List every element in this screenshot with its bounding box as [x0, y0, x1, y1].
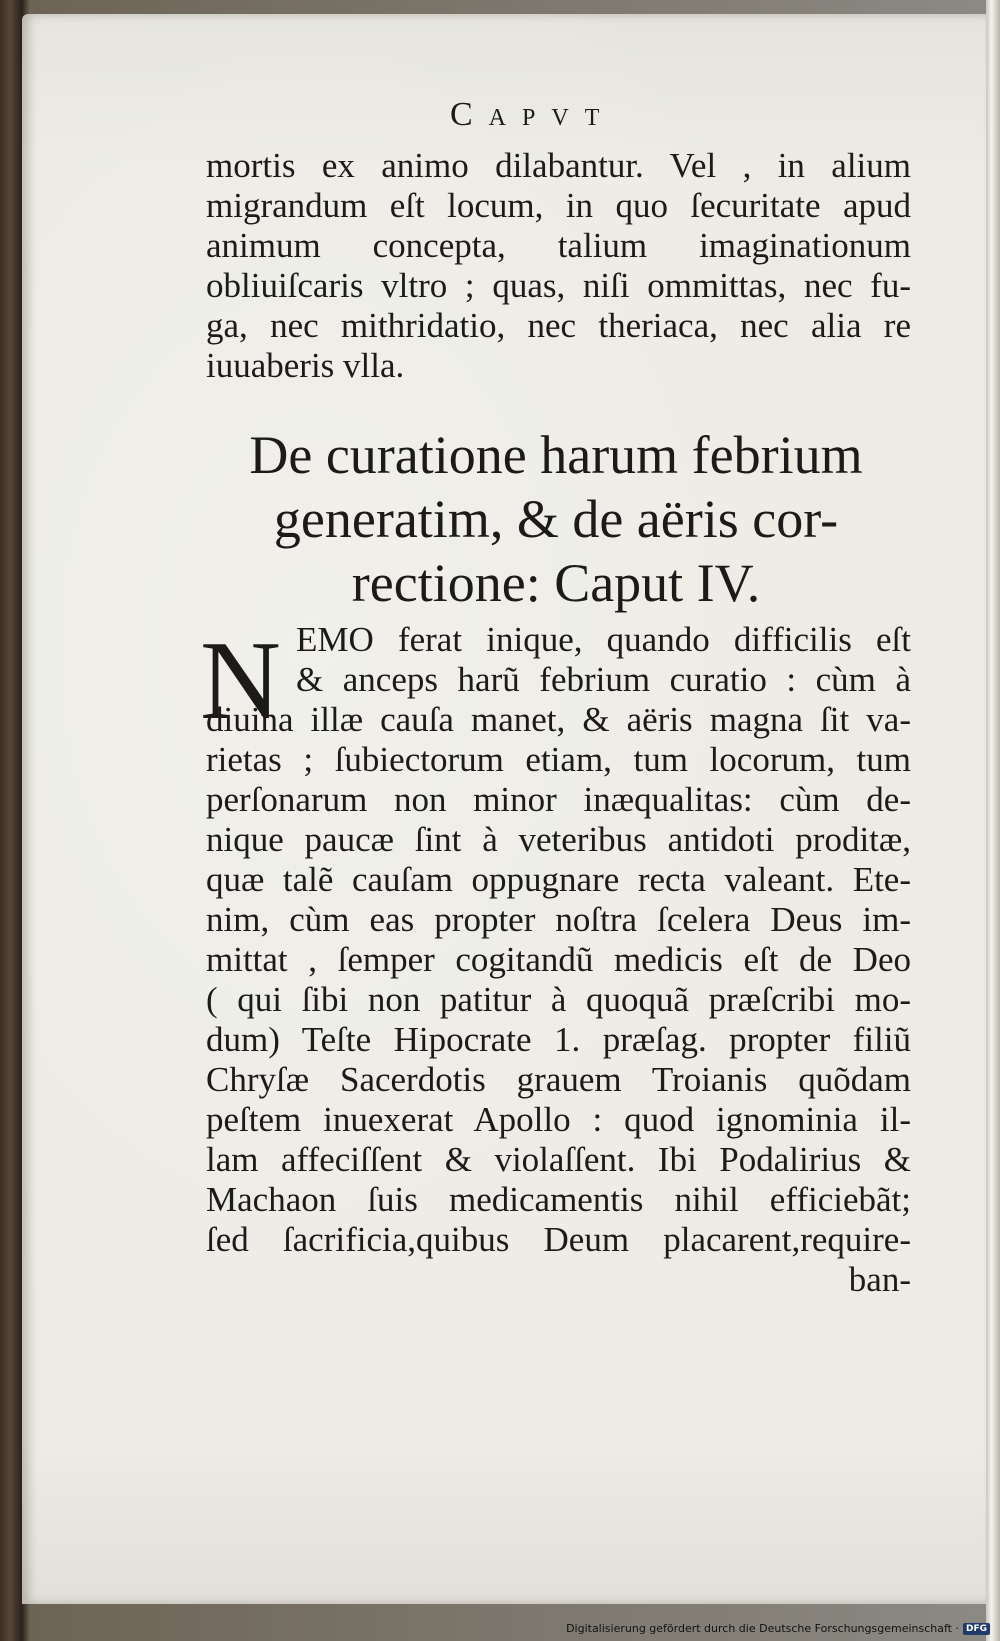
text-line: rietas ; ſubiectorum etiam, tum locorum, tum	[206, 740, 911, 779]
text-line: nique paucæ ſint à veteribus antidoti proditæ,	[206, 820, 911, 859]
text-line: quæ talẽ cauſam oppugnare recta valeant. Ete-	[206, 860, 911, 899]
text-line: Chryſæ Sacerdotis grauem Troianis quõdam	[206, 1060, 911, 1099]
text-line: iuuaberis vlla.	[206, 346, 405, 385]
text-line: EMO ferat inique, quando difficilis eſt	[296, 620, 911, 659]
text-line: ſed ſacrificia,quibus Deum placarent,require-	[206, 1220, 911, 1259]
text-line: dum) Teſte Hipocrate 1. præſag. propter filiũ	[206, 1020, 911, 1059]
text-line: migrandum eſt locum, in quo ſecuritate apud	[206, 186, 911, 225]
text-line: nim, cùm eas propter noſtra ſcelera Deus im-	[206, 900, 911, 939]
catchword: ban-	[848, 1260, 911, 1299]
dfg-logo: DFG	[963, 1623, 990, 1635]
text-line: peſtem inuexerat Apollo : quod ignominia il-	[206, 1100, 911, 1139]
text-line: & anceps harũ febrium curatio : cùm à	[296, 660, 911, 699]
text-line: obliuiſcaris vltro ; quas, niſi ommittas, nec fu-	[206, 266, 911, 305]
chapter-heading-line: De curatione harum febrium	[249, 425, 863, 485]
text-line: mittat , ſemper cogitandũ medicis eſt de Deo	[206, 940, 911, 979]
credit-text: Digitalisierung gefördert durch die Deutsche Forschungsgemeinschaft ·	[566, 1622, 959, 1635]
text-line: Machaon ſuis medicamentis nihil efficiebãt;	[206, 1180, 911, 1219]
text-line: lam affeciſſent & violaſſent. Ibi Podalirius &	[206, 1140, 911, 1179]
text-line: ( qui ſibi non patitur à quoquã præſcribi mo-	[206, 980, 911, 1019]
text-line: mortis ex animo dilabantur. Vel , in alium	[206, 146, 911, 185]
text-line: diuina illæ cauſa manet, & aëris magna ſit va-	[206, 700, 911, 739]
running-header: Capvt	[450, 96, 616, 133]
chapter-heading-line: generatim, & de aëris cor-	[273, 489, 839, 549]
digitization-credit	[566, 1622, 990, 1635]
text-line: ga, nec mithridatio, nec theriaca, nec alia re	[206, 306, 911, 345]
text-line: animum concepta, talium imaginationum	[206, 226, 911, 265]
text-line: perſonarum non minor inæqualitas: cùm de-	[206, 780, 911, 819]
chapter-heading-line: rectione: Caput IV.	[351, 553, 761, 613]
drop-cap: N	[200, 619, 281, 743]
scan-edge	[986, 0, 1000, 1641]
